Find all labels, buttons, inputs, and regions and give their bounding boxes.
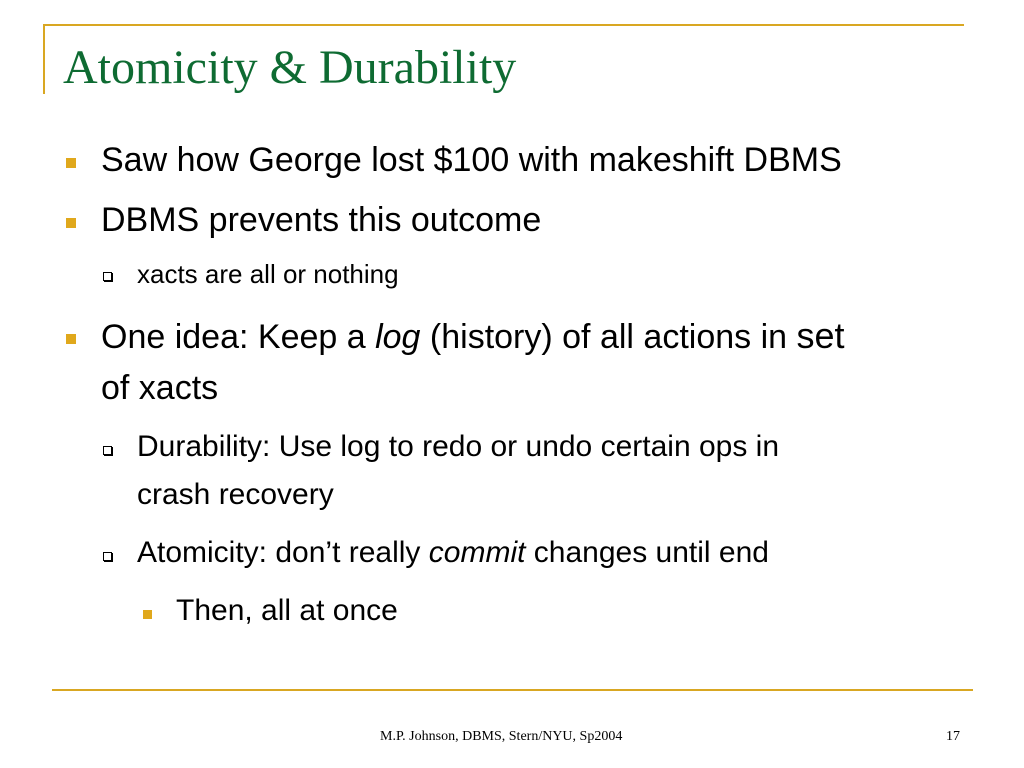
bullet-2-text: DBMS prevents this outcome: [101, 201, 542, 239]
slide-title: Atomicity & Durability: [63, 41, 517, 94]
bullet-marker: [66, 218, 76, 228]
bullet-3-text-before: One idea: Keep a: [101, 318, 376, 356]
title-frame-left-rule: [43, 24, 45, 94]
bullet-3-line-1: [101, 315, 845, 356]
bullet-3-sub-2-text: [137, 538, 769, 568]
footer-rule: [52, 689, 973, 691]
bullet-3-sub-2-before: Atomicity: don’t really: [137, 536, 429, 569]
sub-bullet-marker: [103, 552, 112, 561]
sub-bullet-marker: [103, 272, 112, 281]
bullet-1-text: Saw how George lost $100 with makeshift DBMS: [101, 141, 842, 179]
bullet-3-sub-2-after: changes until end: [525, 536, 769, 569]
bullet-3-line-2: of xacts: [101, 369, 219, 407]
bullet-2-sub-1-text: xacts are all or nothing: [137, 259, 399, 289]
bullet-3-sub-1-line-1: Durability: Use log to redo or undo certain ops in: [137, 430, 780, 463]
bullet-3-italic-log: log: [375, 318, 421, 356]
bullet-3-sub-1-line-2: crash recovery: [137, 478, 334, 511]
bullet-3-big-set: set: [796, 315, 845, 356]
footer-citation: M.P. Johnson, DBMS, Stern/NYU, Sp2004: [380, 729, 623, 744]
bullet-marker: [143, 610, 152, 619]
page-number: 17: [946, 729, 960, 744]
bullet-marker: [66, 334, 76, 344]
title-frame-top-rule: [43, 24, 964, 26]
bullet-3-sub-2-italic-commit: commit: [428, 536, 526, 569]
bullet-3-sub-2-sub-1-text: Then, all at once: [176, 594, 398, 627]
bullet-marker: [66, 158, 76, 168]
sub-bullet-marker: [103, 446, 112, 455]
bullet-3-text-after: (history) of all actions in: [420, 318, 797, 356]
